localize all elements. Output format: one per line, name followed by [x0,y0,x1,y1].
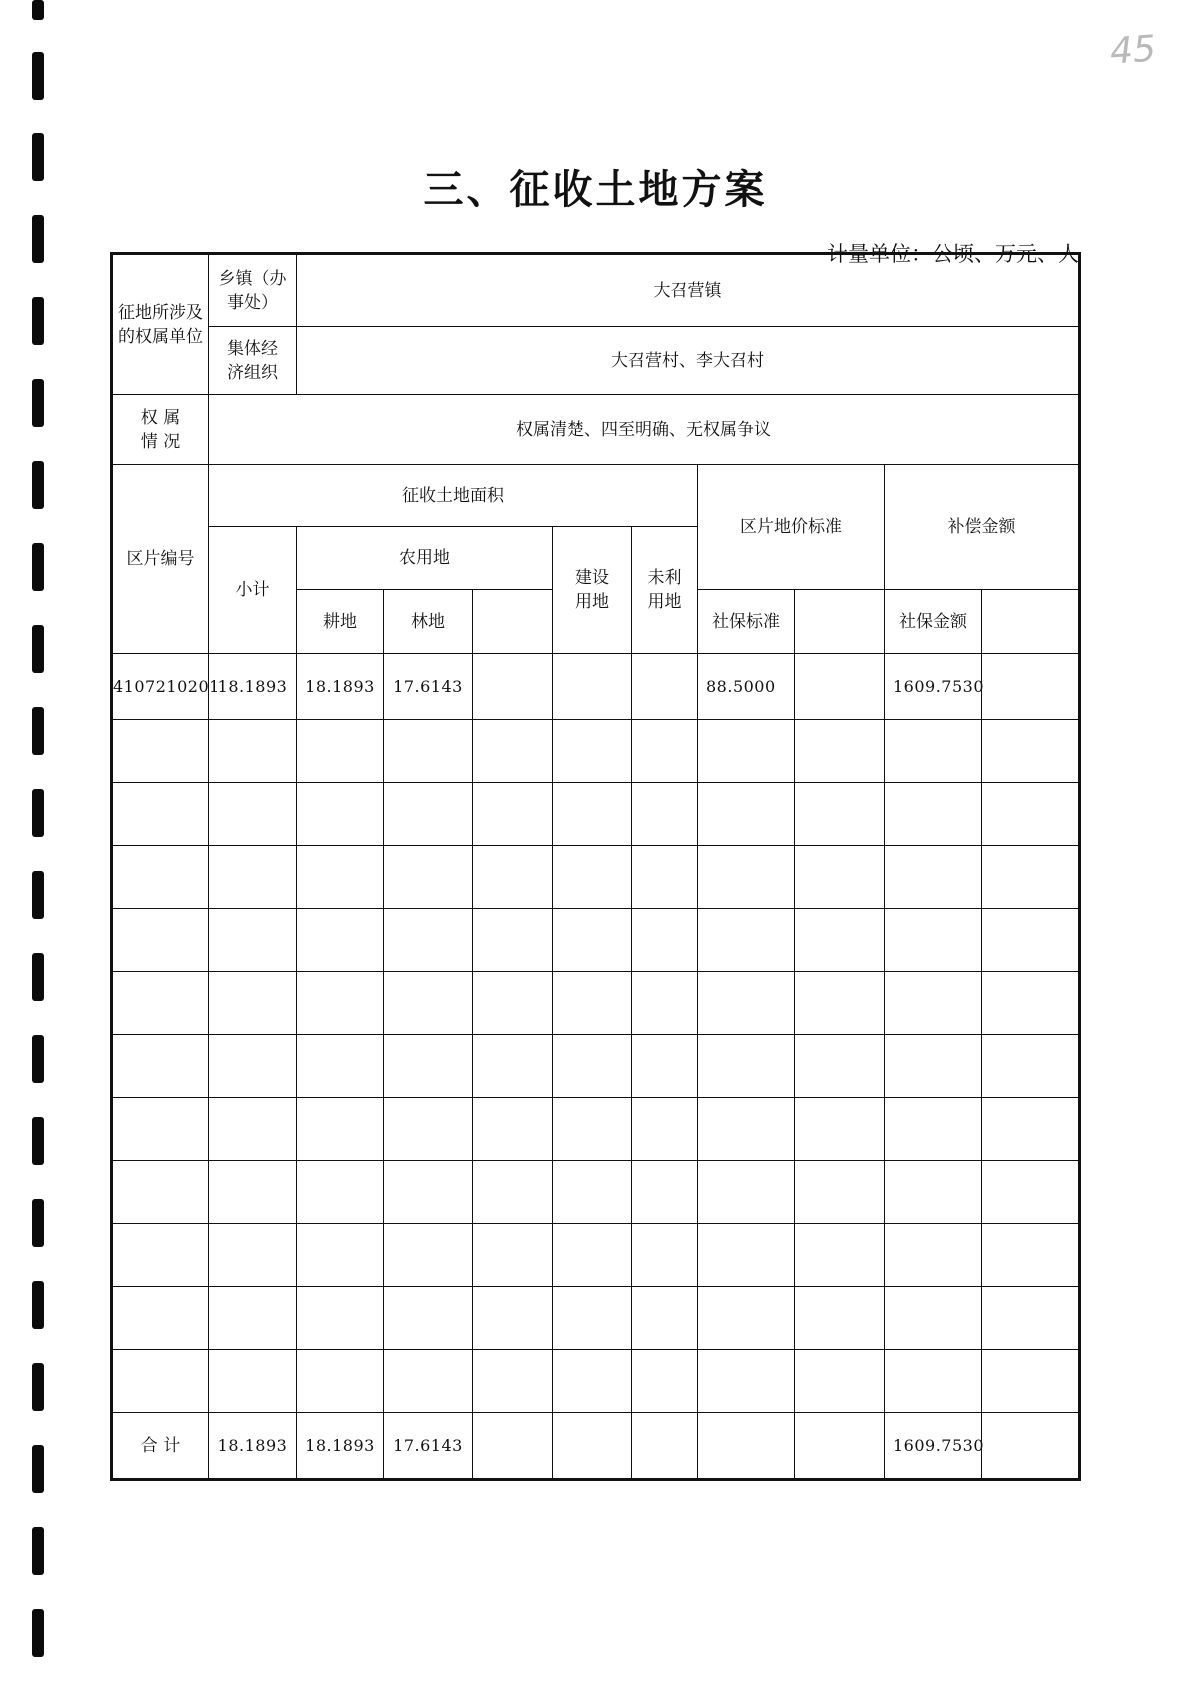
ownership-status-label: 权 属 情 况 [112,395,209,465]
binding-hole [32,52,44,100]
table-row [112,1161,1080,1224]
cell-agricultural [297,1098,384,1161]
cell-social-security-standard [795,720,885,783]
header-compensation: 补偿金额 [885,465,1080,590]
cell-cultivated [384,783,473,846]
table-row [112,783,1080,846]
binding-hole [32,1035,44,1083]
cell-agricultural [297,1224,384,1287]
cell-agricultural [297,846,384,909]
binding-hole [32,543,44,591]
total-subtotal: 18.1893 [209,1413,297,1480]
cell-price-standard [698,1287,795,1350]
table-row [112,909,1080,972]
total-unused [632,1413,698,1480]
cell-unused [632,972,698,1035]
cell-parcel-id [112,1035,209,1098]
binding-hole [32,461,44,509]
cell-agricultural [297,1035,384,1098]
total-agricultural: 18.1893 [297,1413,384,1480]
cell-compensation [885,1224,982,1287]
cell-unused [632,1035,698,1098]
cell-social-security-standard [795,654,885,720]
cell-compensation [885,783,982,846]
cell-agricultural [297,1350,384,1413]
cell-social-security-amount [982,1098,1080,1161]
cell-social-security-amount [982,972,1080,1035]
cell-agricultural [297,783,384,846]
cell-subtotal [209,1224,297,1287]
header-price-standard: 区片地价标准 [698,465,885,590]
cell-price-standard [698,1350,795,1413]
binding-hole [32,1199,44,1247]
cell-subtotal [209,1098,297,1161]
cell-forest [473,1035,553,1098]
header-social-security-standard: 社保标准 [698,590,795,654]
cell-cultivated [384,846,473,909]
cell-compensation [885,846,982,909]
binding-hole [32,707,44,755]
cell-parcel-id: 4107210201 [112,654,209,720]
total-social-security-amount [982,1413,1080,1480]
cell-social-security-standard [795,846,885,909]
cell-parcel-id [112,1224,209,1287]
cell-cultivated: 17.6143 [384,654,473,720]
cell-social-security-standard [795,783,885,846]
cell-parcel-id [112,1287,209,1350]
cell-social-security-standard [795,1350,885,1413]
binding-hole [32,0,44,20]
cell-forest [473,783,553,846]
cell-social-security-amount [982,720,1080,783]
cell-agricultural [297,909,384,972]
township-label: 乡镇（办事处） [209,254,297,327]
cell-social-security-amount [982,1035,1080,1098]
cell-subtotal [209,1287,297,1350]
cell-social-security-amount [982,654,1080,720]
cell-cultivated [384,1224,473,1287]
total-construction [553,1413,632,1480]
land-acquisition-table [110,252,1081,1481]
cell-unused [632,1161,698,1224]
cell-agricultural [297,720,384,783]
cell-construction [553,1161,632,1224]
cell-subtotal [209,972,297,1035]
binding-hole [32,1609,44,1657]
cell-unused [632,654,698,720]
header-construction: 建设用地 [553,527,632,654]
cell-parcel-id [112,846,209,909]
cell-unused [632,1224,698,1287]
total-compensation: 1609.7530 [885,1413,982,1480]
header-cultivated: 耕地 [297,590,384,654]
header-subtotal: 小计 [209,527,297,654]
table-row [112,720,1080,783]
cell-forest [473,1224,553,1287]
cell-subtotal [209,1035,297,1098]
cell-price-standard [698,783,795,846]
cell-price-standard [698,972,795,1035]
header-parcel-id: 区片编号 [112,465,209,654]
header-price-spacer [473,590,553,654]
cell-unused [632,846,698,909]
collective-value: 大召营村、李大召村 [297,327,1080,395]
cell-unused [632,1287,698,1350]
township-value: 大召营镇 [297,254,1080,327]
cell-price-standard: 88.5000 [698,654,795,720]
cell-construction [553,1035,632,1098]
cell-forest [473,1161,553,1224]
cell-cultivated [384,1161,473,1224]
binding-hole [32,1527,44,1575]
cell-cultivated [384,972,473,1035]
cell-cultivated [384,720,473,783]
cell-price-standard [698,846,795,909]
cell-compensation [885,1350,982,1413]
cell-parcel-id [112,1161,209,1224]
binding-hole [32,1117,44,1165]
table-row [112,1224,1080,1287]
ownership-status-value: 权属清楚、四至明确、无权属争议 [209,395,1080,465]
cell-agricultural [297,1287,384,1350]
binding-hole [32,1281,44,1329]
cell-subtotal [209,909,297,972]
cell-compensation: 1609.7530 [885,654,982,720]
cell-parcel-id [112,720,209,783]
binding-hole [32,871,44,919]
cell-social-security-amount [982,1287,1080,1350]
cell-parcel-id [112,1350,209,1413]
cell-social-security-standard [795,909,885,972]
cell-forest [473,654,553,720]
cell-compensation [885,720,982,783]
ownership-unit-label: 征地所涉及的权属单位 [112,254,209,395]
cell-unused [632,720,698,783]
binding-hole [32,1445,44,1493]
cell-construction [553,720,632,783]
cell-price-standard [698,1161,795,1224]
binding-holes [30,0,48,1683]
cell-compensation [885,972,982,1035]
cell-subtotal [209,1350,297,1413]
total-label: 合 计 [112,1413,209,1480]
table-row [112,846,1080,909]
cell-forest [473,1098,553,1161]
cell-social-security-amount [982,783,1080,846]
cell-compensation [885,1161,982,1224]
cell-cultivated [384,909,473,972]
cell-price-standard [698,1098,795,1161]
cell-parcel-id [112,1098,209,1161]
cell-price-standard [698,909,795,972]
cell-cultivated [384,1350,473,1413]
header-social-security-amount: 社保金额 [885,590,982,654]
cell-unused [632,1098,698,1161]
table-row [112,1350,1080,1413]
cell-forest [473,720,553,783]
cell-unused [632,909,698,972]
cell-subtotal [209,846,297,909]
header-agricultural: 农用地 [297,527,553,590]
table-row [112,1035,1080,1098]
binding-hole [32,625,44,673]
cell-cultivated [384,1098,473,1161]
cell-parcel-id [112,972,209,1035]
cell-agricultural: 18.1893 [297,654,384,720]
cell-unused [632,1350,698,1413]
cell-social-security-standard [795,1287,885,1350]
binding-hole [32,215,44,263]
table-row [112,1287,1080,1350]
cell-cultivated [384,1035,473,1098]
header-forest: 林地 [384,590,473,654]
cell-social-security-amount [982,1224,1080,1287]
cell-forest [473,1287,553,1350]
cell-agricultural [297,972,384,1035]
table-row [112,972,1080,1035]
binding-hole [32,297,44,345]
cell-social-security-amount [982,909,1080,972]
collective-label: 集体经济组织 [209,327,297,395]
cell-construction [553,1350,632,1413]
cell-construction [553,846,632,909]
table-row [112,1098,1080,1161]
total-price-standard [698,1413,795,1480]
header-unused: 未利用地 [632,527,698,654]
cell-compensation [885,1287,982,1350]
cell-subtotal [209,720,297,783]
cell-social-security-standard [795,1035,885,1098]
cell-forest [473,1350,553,1413]
total-cultivated: 17.6143 [384,1413,473,1480]
cell-forest [473,909,553,972]
cell-agricultural [297,1161,384,1224]
cell-forest [473,972,553,1035]
cell-price-standard [698,1035,795,1098]
total-forest [473,1413,553,1480]
binding-hole [32,953,44,1001]
cell-price-standard [698,1224,795,1287]
cell-parcel-id [112,909,209,972]
header-compensation-spacer [795,590,885,654]
cell-price-standard [698,720,795,783]
header-area: 征收土地面积 [209,465,698,527]
handwritten-page-number: 45 [1108,28,1158,73]
cell-construction [553,783,632,846]
cell-construction [553,1224,632,1287]
binding-hole [32,379,44,427]
cell-unused [632,783,698,846]
total-social-security-standard [795,1413,885,1480]
cell-parcel-id [112,783,209,846]
unit-note: 计量单位：公顷、万元、人 [827,242,1079,266]
cell-subtotal: 18.1893 [209,654,297,720]
cell-subtotal [209,1161,297,1224]
cell-social-security-amount [982,1350,1080,1413]
cell-social-security-standard [795,1224,885,1287]
cell-cultivated [384,1287,473,1350]
cell-forest [473,846,553,909]
cell-construction [553,1287,632,1350]
cell-subtotal [209,783,297,846]
page-title: 三、征收土地方案 [423,167,768,213]
cell-construction [553,972,632,1035]
cell-compensation [885,1035,982,1098]
cell-social-security-standard [795,972,885,1035]
cell-social-security-standard [795,1098,885,1161]
data-rows [112,654,1080,1413]
cell-construction [553,654,632,720]
cell-compensation [885,1098,982,1161]
binding-hole [32,1363,44,1411]
cell-social-security-amount [982,846,1080,909]
table-row [112,654,1080,720]
cell-compensation [885,909,982,972]
binding-hole [32,789,44,837]
cell-construction [553,1098,632,1161]
cell-social-security-standard [795,1161,885,1224]
cell-social-security-amount [982,1161,1080,1224]
cell-construction [553,909,632,972]
